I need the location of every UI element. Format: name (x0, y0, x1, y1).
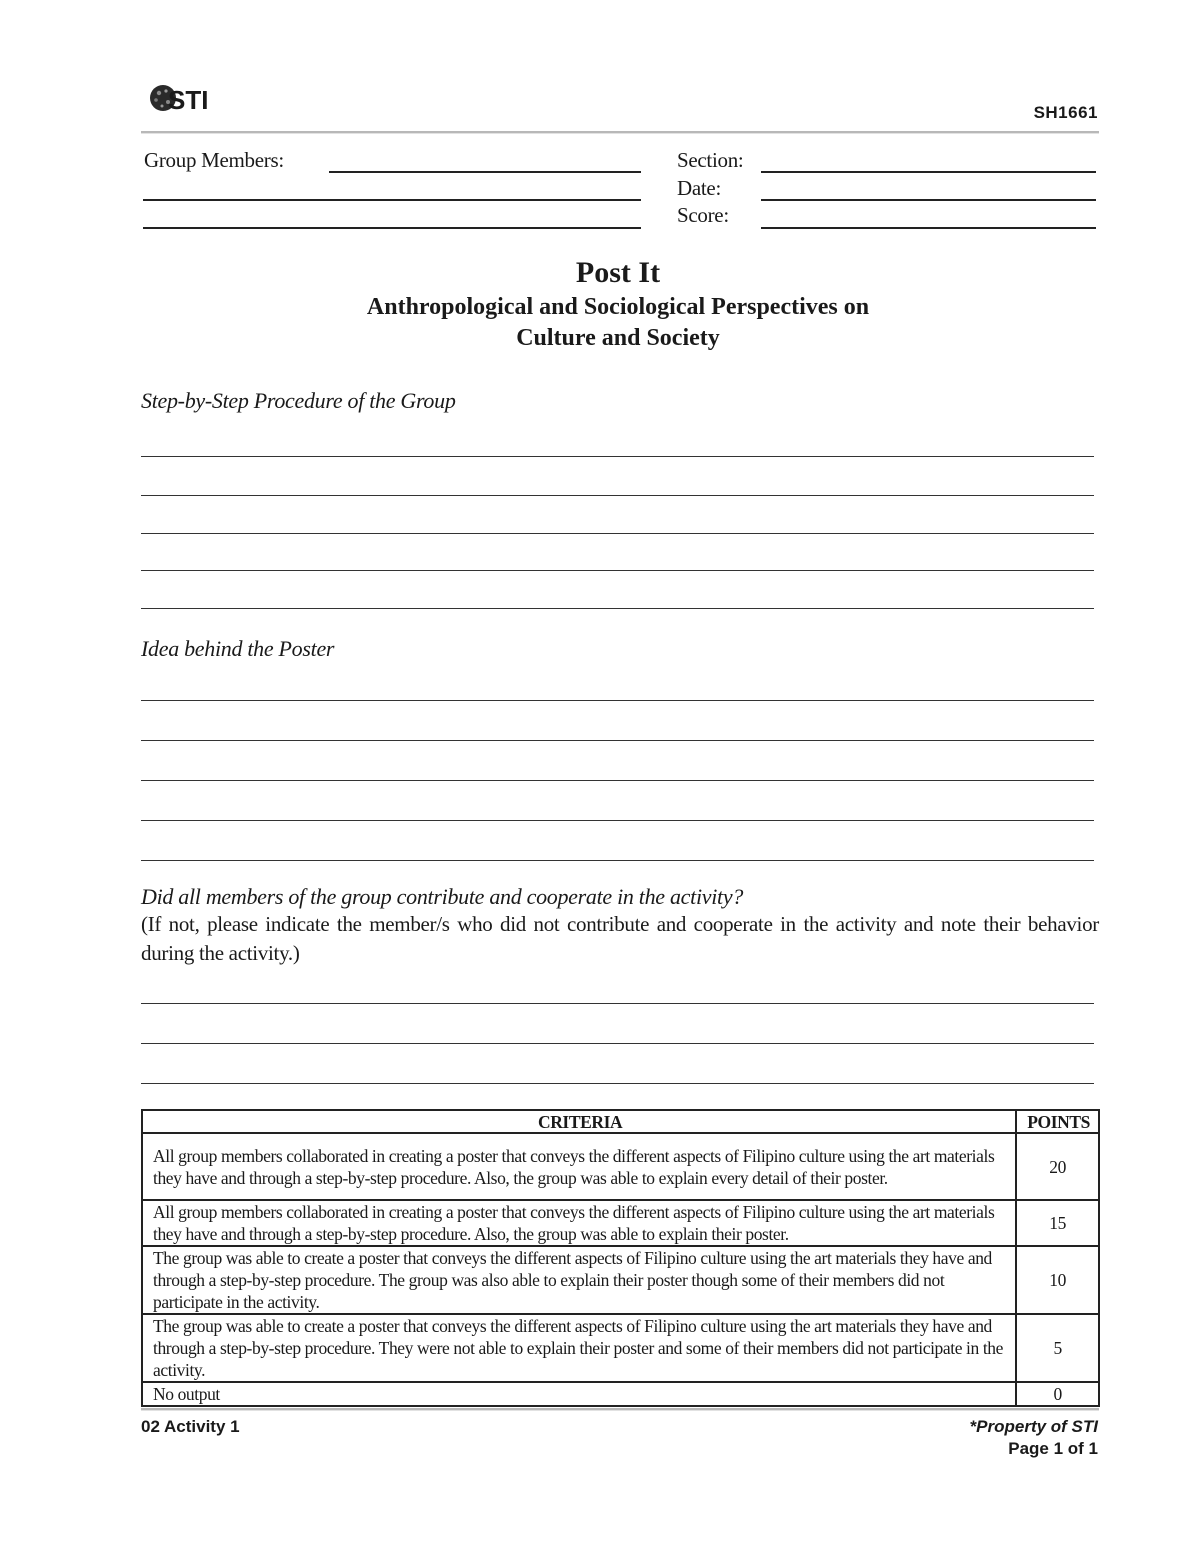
procedure-answer-line[interactable] (141, 608, 1094, 609)
procedure-answer-line[interactable] (141, 495, 1094, 496)
rubric-criteria: All group members collaborated in creating a poster that conveys the different aspects of Filipino culture using the art materials they have and through a step-by-step procedure. Also, the group was able to explain every detail of their poster. (142, 1133, 1016, 1200)
idea-answer-line[interactable] (141, 820, 1094, 821)
activity-subtitle-line-2: Culture and Society (516, 325, 720, 351)
group-members-field-2[interactable] (143, 199, 641, 201)
rubric-points: 20 (1016, 1133, 1099, 1200)
rubric-criteria: The group was able to create a poster that conveys the different aspects of Filipino culture using the art materials they have and through a step-by-step procedure. The group was also able to explain their poster though some of their members did not participate in the activity. (142, 1246, 1016, 1314)
idea-answer-line[interactable] (141, 860, 1094, 861)
contribution-answer-line[interactable] (141, 1043, 1094, 1044)
footer-divider (141, 1408, 1099, 1410)
rubric-row (142, 1200, 1099, 1246)
contribution-answer-line[interactable] (141, 1003, 1094, 1004)
rubric-row (142, 1382, 1099, 1406)
footer-property-notice: *Property of STI (969, 1417, 1098, 1436)
footer-activity-label: 02 Activity 1 (141, 1417, 240, 1436)
section-label: Section: (677, 148, 744, 172)
idea-answer-line[interactable] (141, 780, 1094, 781)
idea-answer-line[interactable] (141, 740, 1094, 741)
rubric-row (142, 1246, 1099, 1314)
group-members-field-1[interactable] (329, 171, 641, 173)
sti-logo (148, 78, 228, 118)
rubric-points: 10 (1016, 1246, 1099, 1314)
section-field[interactable] (761, 171, 1096, 173)
procedure-heading: Step-by-Step Procedure of the Group (141, 388, 456, 413)
rubric-points: 5 (1016, 1314, 1099, 1382)
rubric-points: 15 (1016, 1200, 1099, 1246)
criteria-header: CRITERIA (142, 1110, 1016, 1133)
rubric-criteria: All group members collaborated in creating a poster that conveys the different aspects of Filipino culture using the art materials they have and through a step-by-step procedure. Also, the group was able to explain their poster. (142, 1200, 1016, 1246)
rubric-criteria: No output (142, 1382, 1016, 1406)
contribution-question: Did all members of the group contribute and cooperate in the activity? (141, 884, 744, 909)
activity-subtitle-line-1: Anthropological and Sociological Perspectives on (366, 294, 870, 320)
rubric-points: 0 (1016, 1382, 1099, 1406)
rubric-row (142, 1314, 1099, 1382)
rubric-criteria: The group was able to create a poster that conveys the different aspects of Filipino culture using the art materials they have and through a step-by-step procedure. They were not able to explain their poster and some of their members did not participate in the activity. (142, 1314, 1016, 1382)
procedure-answer-line[interactable] (141, 570, 1094, 571)
rubric-header-row (142, 1110, 1099, 1133)
group-members-label: Group Members: (144, 148, 284, 172)
points-header: POINTS (1016, 1110, 1099, 1133)
date-label: Date: (677, 176, 721, 200)
activity-title: Post It (575, 256, 661, 289)
idea-answer-line[interactable] (141, 700, 1094, 701)
rubric-table (141, 1109, 1100, 1407)
document-code: SH1661 (1033, 103, 1098, 122)
procedure-answer-line[interactable] (141, 456, 1094, 457)
score-label: Score: (677, 203, 729, 227)
sti-logo-text: STI (168, 85, 209, 115)
group-members-field-3[interactable] (143, 227, 641, 229)
rubric-row (142, 1133, 1099, 1200)
contribution-note: (If not, please indicate the member/s who did not contribute and cooperate in the activity and note their behavior during the activity.) (141, 912, 1099, 965)
contribution-answer-line[interactable] (141, 1083, 1094, 1084)
idea-heading: Idea behind the Poster (141, 636, 335, 661)
score-field[interactable] (761, 227, 1096, 229)
date-field[interactable] (761, 199, 1096, 201)
header-divider (141, 131, 1099, 133)
footer-page-number: Page 1 of 1 (1008, 1439, 1098, 1458)
procedure-answer-line[interactable] (141, 533, 1094, 534)
